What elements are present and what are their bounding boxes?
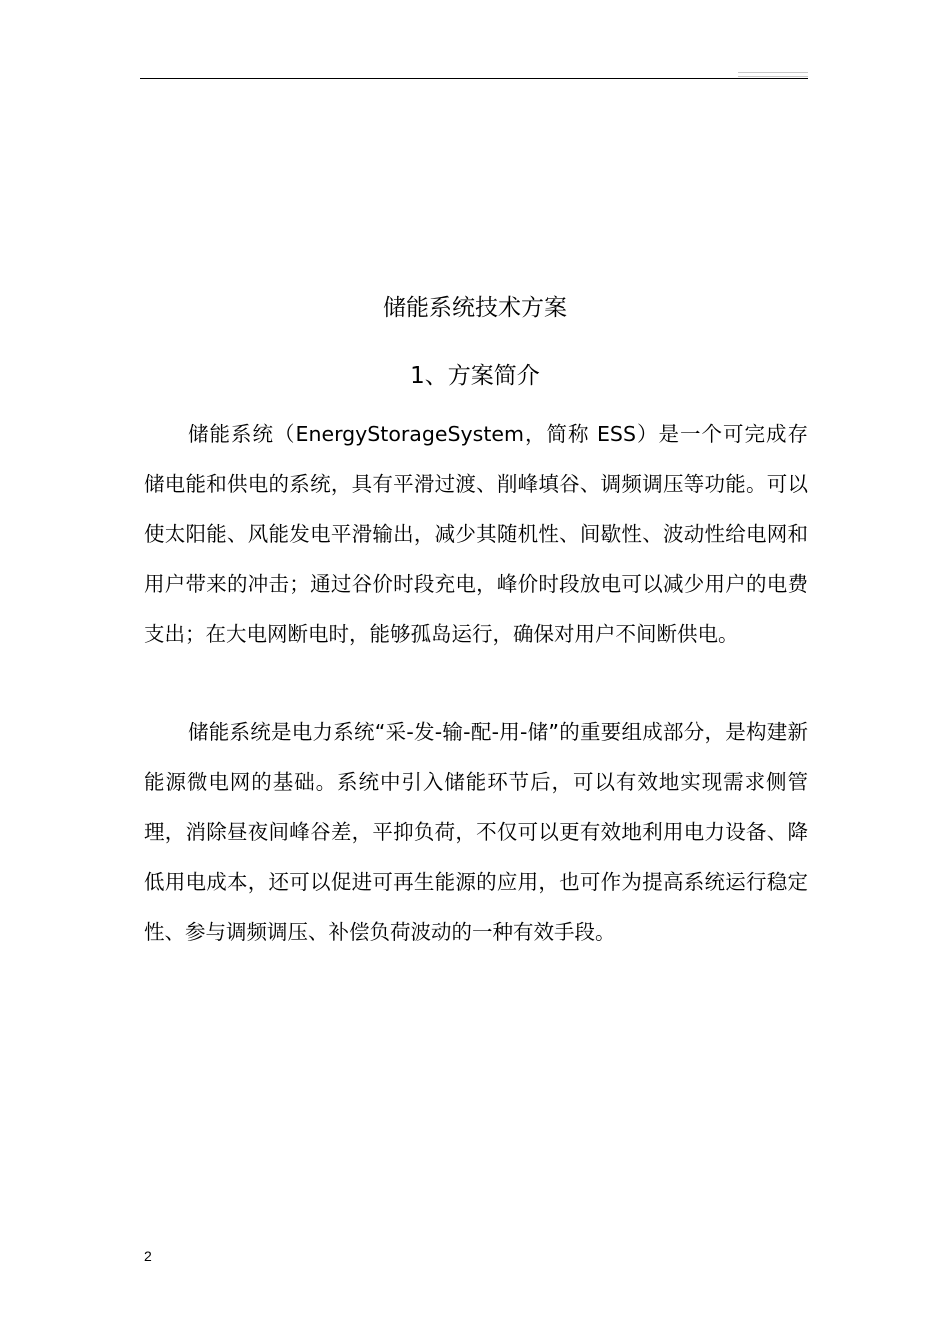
header-mark xyxy=(738,72,808,77)
page-number: 2 xyxy=(144,1248,152,1264)
section-heading: 1、方案简介 xyxy=(410,363,540,389)
header-rule xyxy=(140,78,808,79)
body-paragraph-1: 储能系统（EnergyStorageSystem，简称 ESS）是一个可完成存储电能和供电的系统，具有平滑过渡、削峰填谷、调频调压等功能。可以使太阳能、风能发电平滑输出，减少其随机性、间歇性、波动性给电网和用户带来的冲击；通过谷价时段充电，峰价时段放电可以减少用户的电费支出；在大电网断电时，能够孤岛运行，确保对用户不间断供电。 xyxy=(144,422,808,646)
document-title: 储能系统技术方案 xyxy=(383,295,567,321)
body-paragraph-2: 储能系统是电力系统“采-发-输-配-用-储”的重要组成部分，是构建新能源微电网的基础。系统中引入储能环节后，可以有效地实现需求侧管理，消除昼夜间峰谷差，平抑负荷，不仅可以更有效地利用电力设备、降低用电成本，还可以促进可再生能源的应用，也可作为提高系统运行稳定性、参与调频调压、补偿负荷波动的一种有效手段。 xyxy=(144,720,808,944)
